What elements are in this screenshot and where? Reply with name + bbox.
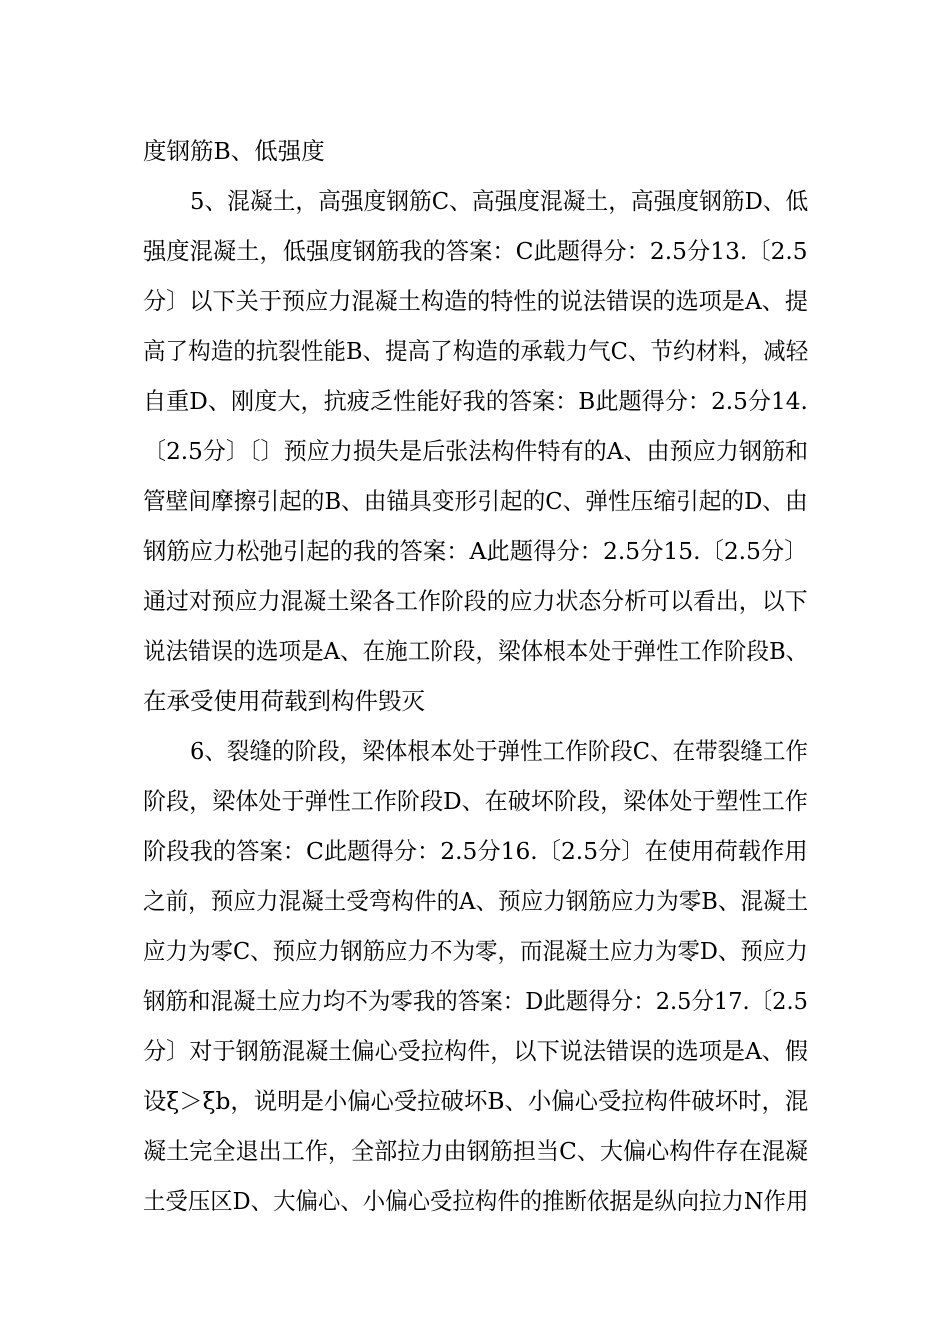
text-line-3: 强度混凝土，低强度钢筋我的答案：C此题得分：2.5分13.〔2.5 (143, 237, 808, 265)
text-line-13: 6、裂缝的阶段，梁体根本处于弹性工作阶段C、在带裂缝工作 (190, 737, 808, 765)
text-line-12: 在承受使用荷载到构件毁灭 (143, 687, 425, 715)
text-line-8: 管壁间摩擦引起的B、由锚具变形引起的C、弹性压缩引起的D、由 (143, 487, 808, 515)
text-line-5: 高了构造的抗裂性能B、提高了构造的承载力气C、节约材料，减轻 (143, 337, 809, 365)
text-line-9: 钢筋应力松弛引起的我的答案：A此题得分：2.5分15.〔2.5分〕 (143, 537, 808, 565)
text-line-6: 自重D、刚度大，抗疲乏性能好我的答案：B此题得分：2.5分14. (143, 387, 808, 415)
text-line-14: 阶段，梁体处于弹性工作阶段D、在破坏阶段，梁体处于塑性工作 (143, 787, 808, 815)
text-line-4: 分〕以下关于预应力混凝土构造的特性的说法错误的选项是A、提 (143, 287, 808, 315)
text-line-15: 阶段我的答案：C此题得分：2.5分16.〔2.5分〕在使用荷载作用 (143, 837, 808, 865)
text-line-21: 凝土完全退出工作，全部拉力由钢筋担当C、大偏心构件存在混凝 (143, 1137, 808, 1165)
text-line-11: 说法错误的选项是A、在施工阶段，梁体根本处于弹性工作阶段B、 (143, 637, 809, 665)
text-line-7: 〔2.5分〕〔〕预应力损失是后张法构件特有的A、由预应力钢筋和 (143, 437, 809, 465)
text-line-22: 土受压区D、大偏心、小偏心受拉构件的推断依据是纵向拉力N作用 (143, 1187, 809, 1215)
text-line-19: 分〕对于钢筋混凝土偏心受拉构件，以下说法错误的选项是A、假 (143, 1037, 808, 1065)
text-line-20: 设ξ＞ξb，说明是小偏心受拉破坏B、小偏心受拉构件破坏时，混 (143, 1087, 809, 1115)
text-line-2: 5、混凝土，高强度钢筋C、高强度混凝土，高强度钢筋D、低 (190, 187, 809, 215)
text-line-18: 钢筋和混凝土应力均不为零我的答案：D此题得分：2.5分17.〔2.5 (143, 987, 808, 1015)
text-line-1: 度钢筋B、低强度 (143, 137, 325, 165)
text-line-17: 应力为零C、预应力钢筋应力不为零，而混凝土应力为零D、预应力 (143, 937, 808, 965)
text-line-10: 通过对预应力混凝土梁各工作阶段的应力状态分析可以看出，以下 (143, 587, 808, 615)
text-line-16: 之前，预应力混凝土受弯构件的A、预应力钢筋应力为零B、混凝土 (143, 887, 809, 915)
